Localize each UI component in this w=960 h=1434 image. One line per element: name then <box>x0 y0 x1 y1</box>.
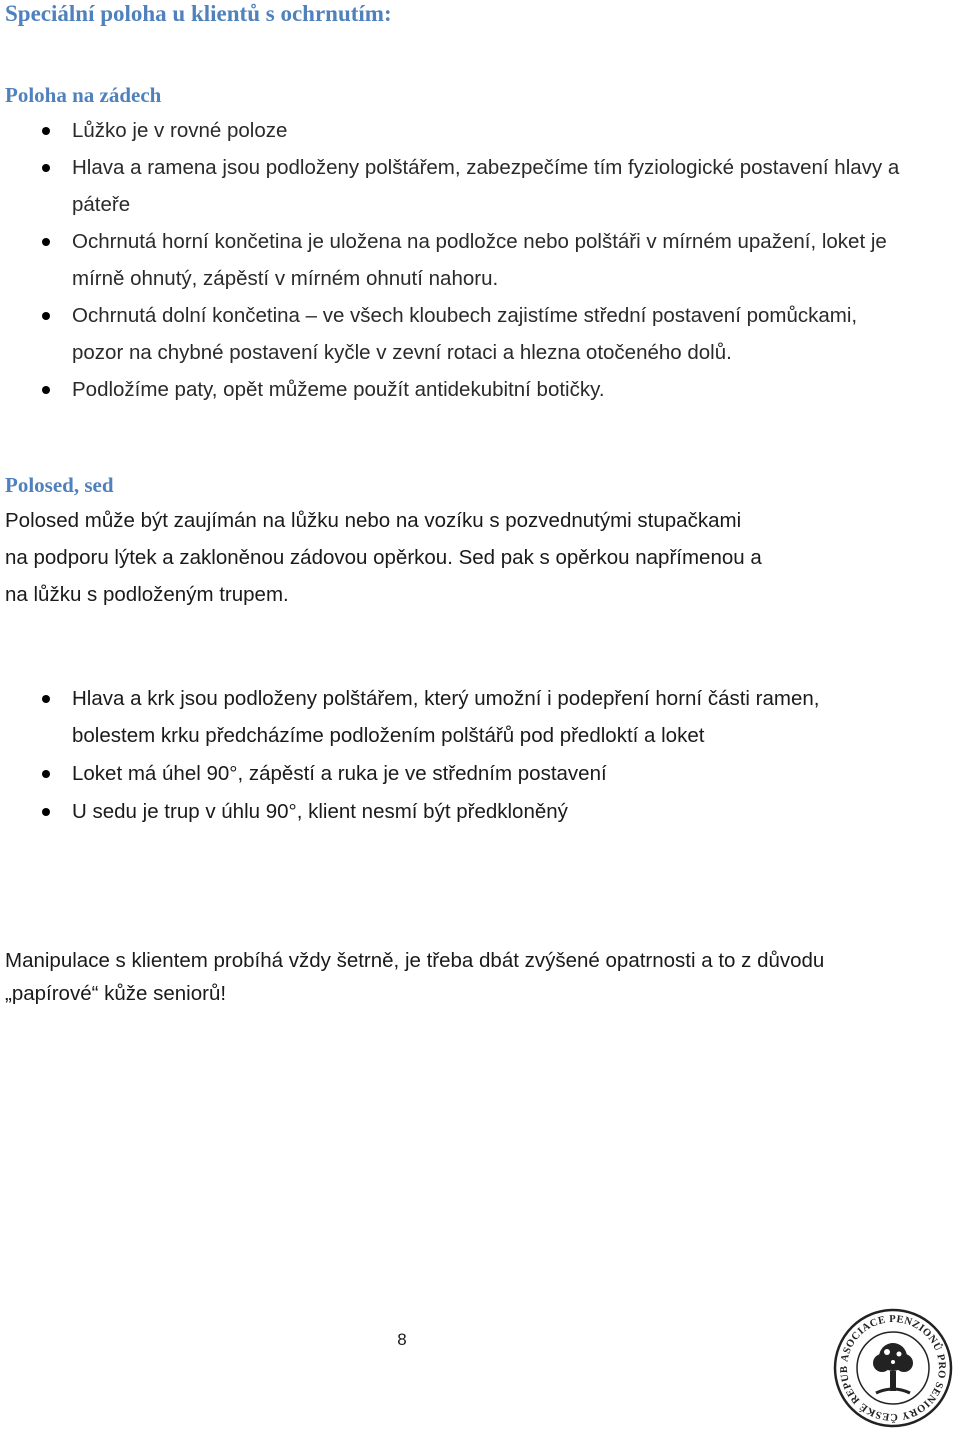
list-item: Lůžko je v rovné poloze <box>0 112 900 149</box>
bullet-icon <box>42 312 50 320</box>
list-item: Ochrnutá horní končetina je uložena na podložce nebo polštáři v mírném upažení, loket je mírně ohnutý, zápěstí v mírném ohnutí nahoru. <box>0 223 900 297</box>
section-heading-semi-sitting: Polosed, sed <box>5 473 114 497</box>
bullet-icon <box>42 238 50 246</box>
list-item: Podložíme paty, opět můžeme použít antidekubitní botičky. <box>0 371 900 408</box>
semi-sitting-paragraph: Polosed může být zaujímán na lůžku nebo na vozíku s pozvednutými stupačkami na podporu lýtek a zakloněnou zádovou opěrkou. Sed pak s opěrkou napřímenou a na lůžku s podloženým trupem. <box>5 509 762 606</box>
section-heading-supine: Poloha na zádech <box>5 83 162 107</box>
list-item: Hlava a krk jsou podloženy polštářem, který umožní i podepření horní části ramen, bolestem krku předcházíme podložením polštářů pod předloktí a loket <box>0 680 900 754</box>
page-number: 8 <box>397 1330 407 1349</box>
bullet-icon <box>42 386 50 394</box>
association-seal <box>832 1307 954 1429</box>
bullet-icon <box>42 164 50 172</box>
bullet-icon <box>42 770 50 778</box>
tree-icon <box>873 1343 913 1393</box>
list-item: U sedu je trup v úhlu 90°, klient nesmí být předkloněný <box>0 793 900 830</box>
closing-note: Manipulace s klientem probíhá vždy šetrně, je třeba dbát zvýšené opatrnosti a to z důvodu „papírové“ kůže seniorů! <box>5 949 825 1005</box>
bullet-icon <box>42 808 50 816</box>
bullet-icon <box>42 695 50 703</box>
bullet-icon <box>42 127 50 135</box>
svg-text:ASOCIACE PENZIONŮ PRO SENIORY: ASOCIACE PENZIONŮ PRO SENIORY ČESKÉ REPUB <box>838 1313 948 1423</box>
list-item: Ochrnutá dolní končetina – ve všech kloubech zajistíme střední postavení pomůckami, pozor na chybné postavení kyčle v zevní rotaci a hlezna otočeného dolů. <box>0 297 900 371</box>
seal-icon <box>832 1307 954 1429</box>
list-item: Hlava a ramena jsou podloženy polštářem, zabezpečíme tím fyziologické postavení hlavy a páteře <box>0 149 900 223</box>
supine-list <box>0 112 900 408</box>
page-title: Speciální poloha u klientů s ochrnutím: <box>5 1 392 26</box>
sitting-list <box>0 680 900 830</box>
list-item: Loket má úhel 90°, zápěstí a ruka je ve středním postavení <box>0 755 900 792</box>
